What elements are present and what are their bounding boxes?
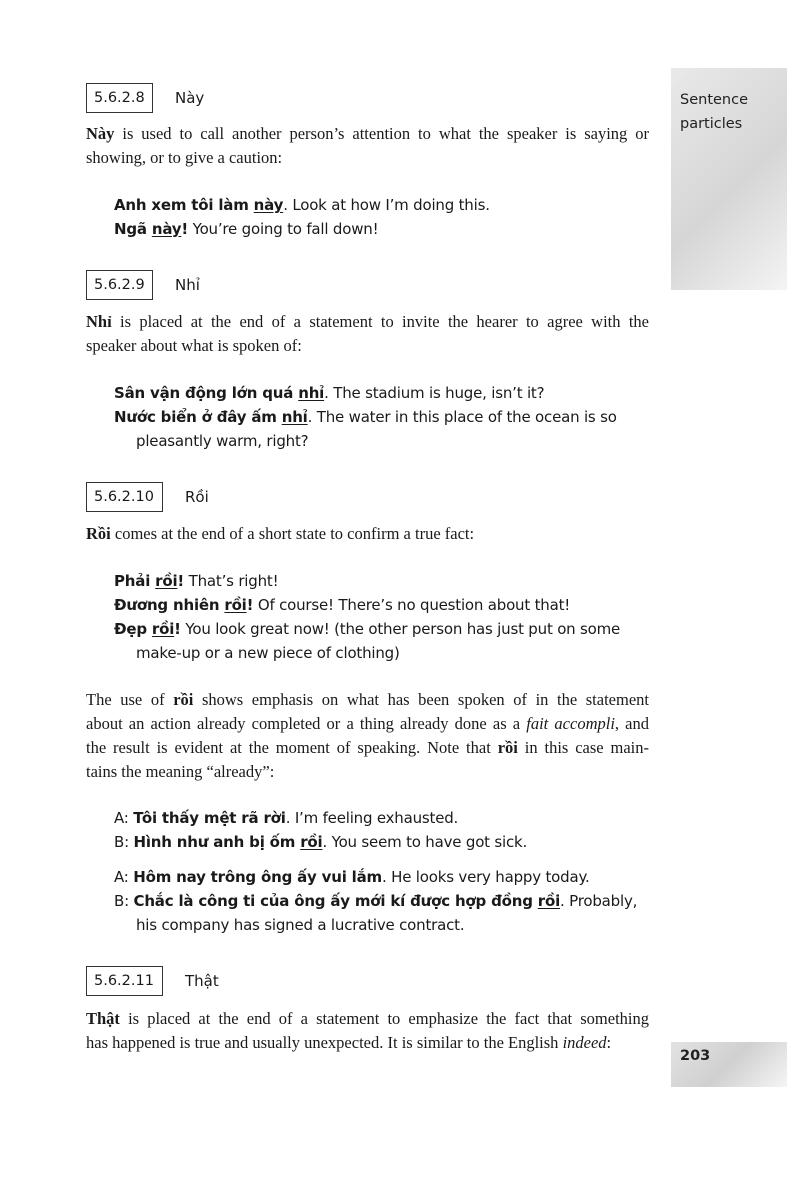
dialogue-line (114, 889, 649, 913)
dialogue-line (114, 830, 649, 854)
term: rồi (497, 738, 518, 757)
example-vietnamese: Đương nhiên (114, 596, 225, 614)
example (114, 217, 649, 241)
text: is placed at the end of a statement to emphasize the fact that something (119, 1009, 649, 1028)
speaker-label: B: (114, 833, 134, 851)
text: is used to call another person’s attention to what the speaker is saying or (114, 124, 649, 143)
term: rồi (173, 690, 194, 709)
example (114, 193, 649, 217)
example-english: . Probably, (560, 892, 638, 910)
dialogue (114, 806, 649, 854)
punctuation: ! (174, 620, 181, 638)
paragraph (86, 122, 649, 170)
speaker-label: A: (114, 809, 134, 827)
particle: này (151, 220, 182, 238)
section-number: 5.6.2.8 (86, 83, 153, 113)
paragraph (86, 1007, 649, 1055)
text: the result is evident at the moment of speaking. Note that (86, 738, 498, 757)
text: tains the meaning “already”: (86, 762, 275, 781)
example-english: . The water in this place of the ocean is so (307, 408, 617, 426)
particle: nhỉ (281, 408, 308, 426)
example-english: You’re going to fall down! (188, 220, 379, 238)
example (114, 405, 649, 429)
sidebar-tab (671, 68, 787, 290)
text: showing, or to give a caution: (86, 148, 283, 167)
italic-term: fait accompli (526, 714, 615, 733)
paragraph (86, 522, 649, 546)
paragraph (86, 688, 649, 784)
example (114, 617, 649, 641)
example-list (114, 569, 649, 665)
example-vietnamese: Ngã (114, 220, 152, 238)
particle: rồi (151, 620, 175, 638)
section-title: Rồi (185, 488, 209, 506)
dialogue-line (114, 806, 649, 830)
section-title: Thật (185, 972, 219, 990)
text: shows emphasis on what has been spoken of in the statement (193, 690, 649, 709)
term: Thật (86, 1009, 120, 1028)
particle: nhỉ (298, 384, 325, 402)
text: has happened is true and usually unexpected. It is similar to the English (86, 1033, 563, 1052)
section-number: 5.6.2.11 (86, 966, 163, 996)
punctuation: ! (181, 220, 189, 238)
text: in this case main- (517, 738, 649, 757)
punctuation: ! (246, 596, 254, 614)
example-vietnamese: Đẹp (114, 620, 152, 638)
example-english: . The stadium is huge, isn’t it? (324, 384, 545, 402)
example-vietnamese: Nước biển ở đây ấm (114, 408, 282, 426)
particle: rồi (300, 833, 323, 851)
example-english: . He looks very happy today. (381, 868, 590, 886)
example-english: Of course! There’s no question about that! (253, 596, 571, 614)
example-vietnamese: Sân vận động lớn quá (114, 384, 299, 402)
speaker-label: A: (114, 868, 134, 886)
example-vietnamese: Hôm nay trông ông ấy vui lắm (133, 868, 382, 886)
example-list (114, 193, 649, 241)
speaker-label: B: (114, 892, 134, 910)
text: speaker about what is spoken of: (86, 336, 302, 355)
section-number: 5.6.2.9 (86, 270, 153, 300)
text: is placed at the end of a statement to invite the hearer to agree with the (111, 312, 649, 331)
example-vietnamese: Tôi thấy mệt rã rời (133, 809, 286, 827)
example (114, 569, 649, 593)
particle: rồi (155, 572, 178, 590)
example-list (114, 381, 649, 453)
example-vietnamese: Anh xem tôi làm (114, 196, 254, 214)
section-number: 5.6.2.10 (86, 482, 163, 512)
example-english: That’s right! (184, 572, 279, 590)
example-english: . Look at how I’m doing this. (283, 196, 490, 214)
page-number: 203 (671, 1042, 787, 1087)
dialogue (114, 865, 649, 937)
example (114, 381, 649, 405)
term: Này (86, 124, 115, 143)
section-title: Nhỉ (175, 276, 200, 294)
example-english: . You seem to have got sick. (322, 833, 528, 851)
example-vietnamese: Phải (114, 572, 156, 590)
text: : (606, 1033, 612, 1052)
example-continuation: make-up or a new piece of clothing) (136, 644, 400, 662)
example-english: You look great now! (the other person has just put on some (180, 620, 621, 638)
example-vietnamese: Chắc là công ti của ông ấy mới kí được hợp đồng (133, 892, 538, 910)
term: Rồi (86, 524, 111, 543)
punctuation: ! (177, 572, 185, 590)
example-vietnamese: Hình như anh bị ốm (133, 833, 301, 851)
paragraph (86, 310, 649, 358)
term: Nhỉ (86, 312, 112, 331)
example-continuation: pleasantly warm, right? (136, 432, 309, 450)
text: The use of (86, 690, 174, 709)
sidebar-tab-line2: particles (680, 116, 743, 132)
text: , and (614, 714, 650, 733)
particle: rồi (537, 892, 561, 910)
example (114, 593, 649, 617)
sidebar-tab-line1: Sentence (680, 92, 749, 108)
text: comes at the end of a short state to confirm a true fact: (110, 524, 475, 543)
particle: này (253, 196, 284, 214)
dialogue-line (114, 865, 649, 889)
example-english: . I’m feeling exhausted. (285, 809, 459, 827)
dialogue-continuation: his company has signed a lucrative contract. (136, 916, 465, 934)
section-title: Này (175, 89, 205, 107)
italic-term: indeed (562, 1033, 607, 1052)
text: about an action already completed or a thing already done as a (86, 714, 527, 733)
particle: rồi (224, 596, 247, 614)
